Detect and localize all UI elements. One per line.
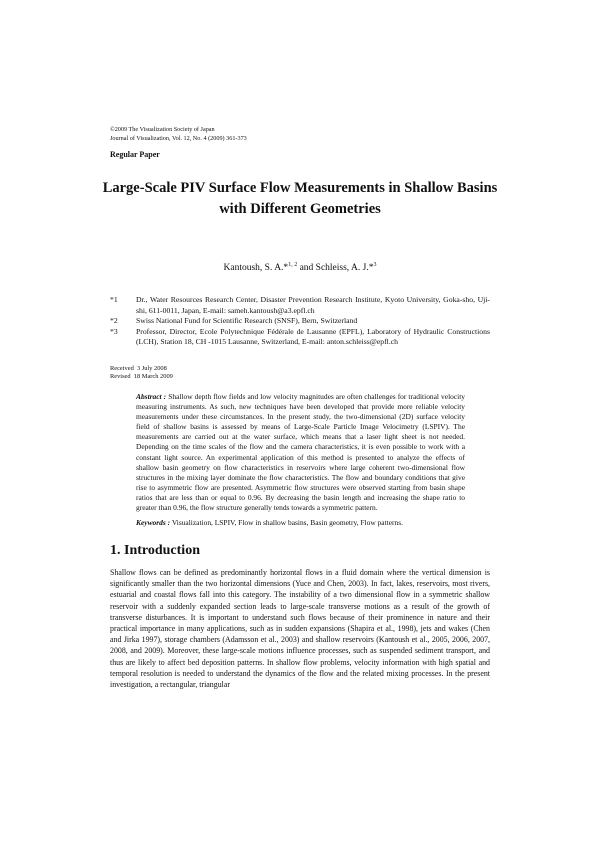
author-2-affil-mark: 3 (373, 262, 377, 268)
abstract (136, 392, 465, 513)
affiliation-text: Swiss National Fund for Scientific Research (SNSF), Bern, Switzerland (136, 316, 358, 326)
affiliation-item (110, 316, 490, 327)
section-heading: 1. Introduction (110, 543, 200, 558)
author-2: Schleiss, A. J.* (315, 263, 374, 273)
keywords-label: Keywords : (136, 518, 171, 527)
revised-date: Revised 18 March 2009 (110, 373, 173, 381)
affiliation-item (110, 327, 490, 348)
title-line-2: with Different Geometries (219, 201, 381, 217)
affiliation-text: Professor, Director, Ecole Polytechnique Fédérale de Lausanne (EPFL), Laboratory of Hydraulic Constructions (LCH), Station 18, CH -1015 Lausanne, Switzerland, E-mail: anton.schleiss@epfl.ch (136, 326, 490, 347)
author-1: Kantoush, S. A.* (223, 263, 289, 273)
keywords (136, 518, 476, 527)
paper-title (90, 178, 510, 220)
affiliation-item (110, 295, 490, 316)
journal-header (110, 126, 247, 143)
abstract-label: Abstract : (136, 392, 167, 401)
abstract-text: Shallow depth flow fields and low velocity magnitudes are often challenges for traditional velocity measuring instruments. As such, new techniques have been developed that provide more reliable velocity measurements under these circumstances. In the present study, the two-dimensional (2D) surface velocity field of shallow basins is assessed by means of Large-Scale Particle Image Velocimetry (LSPIV). The measurements are carried out at the water surface, which means that a laser light sheet is not needed. Depending on the time scales of the flow and the camera characteristics, it is even possible to work with a constant light source. An experimental application of this method is presented to analyze the effects of shallow basin geometry on flow characteristics in reservoirs where large coherent two-dimensional flow structures in the mixing layer dominate the flow characteristics. The flow and boundary conditions that give rise to asymmetric flow are presented. Asymmetric flow structures were observed starting from basin shape ratios that are less than or equal to 0.96. By decreasing the basin length and increasing the shape ratio to greater than 0.96, the flow structure generally tends towards a symmetric pattern. (136, 392, 466, 513)
paper-type: Regular Paper (110, 150, 160, 159)
journal-citation: Journal of Visualization, Vol. 12, No. 4 (2009) 361-373 (110, 134, 247, 142)
author-connector: and (297, 263, 316, 273)
submission-dates (110, 365, 173, 382)
received-date: Received 3 July 2008 (110, 365, 167, 372)
author-list (0, 263, 600, 273)
affiliation-mark: *2 (110, 316, 118, 326)
title-line-1: Large-Scale PIV Surface Flow Measurements in Shallow Basins (102, 180, 498, 196)
keywords-text: Visualization, LSPIV, Flow in shallow basins, Basin geometry, Flow patterns. (171, 518, 403, 527)
affiliation-text: Dr., Water Resources Research Center, Disaster Prevention Research Institute, Kyoto University, Goka-sho, Uji-shi, 611-0011, Japan, E-mail: sameh.kantoush@a3.epfl.ch (136, 295, 490, 315)
affiliations (110, 295, 490, 348)
copyright-line: ©2009 The Visualization Society of Japan (110, 126, 215, 133)
author-1-affil-mark: 1, 2 (288, 262, 298, 268)
section-body: Shallow flows can be defined as predominantly horizontal flows in a fluid domain where the vertical dimension is significantly smaller than the two horizontal dimensions (Yuce and Chen, 2003). In fact, lakes, reservoirs, most rivers, estuarial and coastal flows fall into this category. The instability of a two dimensional flow in a symmetric shallow reservoir with a suddenly expanded section leads to large-scale transverse motions as a result of the growth of transverse disturbances. It is important to understand such flows because of their prominence in nature and their practical importance in many applications, such as in sudden expansions (Shapira et al., 1998), jets and wakes (Chen and Jirka 1997), storage chambers (Adamsson et al., 2003) and shallow reservoirs (Kantoush et al., 2005, 2006, 2007, 2008, and 2009). Moreover, these large-scale motions influence processes, such as suspended sediment transport, and thus are likely to affect bed deposition patterns. In shallow flow problems, velocity information with high spatial and temporal resolution is needed to understand the dynamics of the flow and the related mixing processes. In the present investigation, a rectangular, triangular (110, 568, 490, 690)
affiliation-mark: *1 (110, 295, 118, 304)
affiliation-mark: *3 (110, 326, 118, 336)
